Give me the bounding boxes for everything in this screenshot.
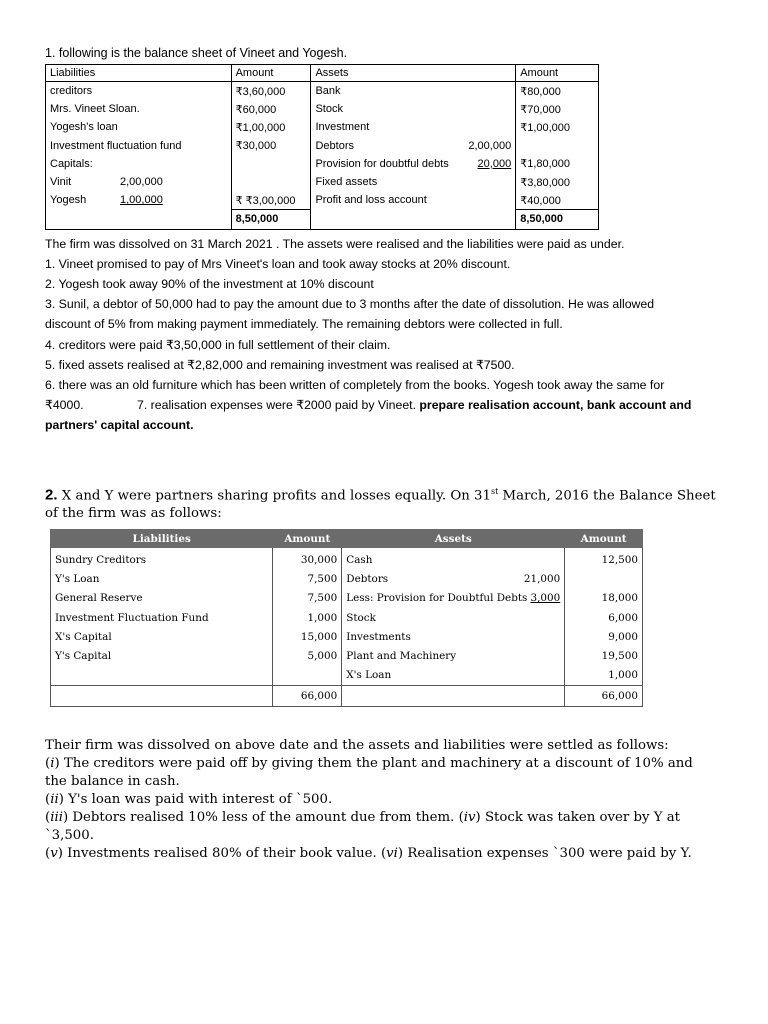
q1-head-amount-a: Amount	[516, 65, 599, 82]
q1-last-bold: prepare realisation account, bank account and	[419, 398, 692, 413]
table-row	[51, 646, 643, 665]
table-row	[51, 548, 643, 570]
table-row	[51, 627, 643, 646]
q2-balance-sheet	[50, 529, 643, 706]
table-row	[46, 100, 599, 118]
q2-intro-a: X and Y were partners sharing profits and losses equally. On 31	[61, 488, 491, 504]
q1-asset-amount	[516, 137, 599, 155]
q2-step: (v) Investments realised 80% of their book value. (vi) Realisation expenses `300 were paid by Y.	[45, 845, 692, 861]
q2-asset-amount: 19,500	[565, 646, 643, 665]
q1-asset-amount: ₹1,00,000	[516, 118, 599, 136]
q1-liability-amount	[231, 173, 311, 191]
table-row	[46, 155, 599, 173]
q1-step: 5. fixed assets realised at ₹2,82,000 and remaining investment was realised at ₹7500.	[45, 357, 515, 372]
q2-liability	[51, 666, 273, 686]
q2-text: ) Investments realised 80% of their book value. (	[57, 845, 387, 861]
q1-steps	[45, 234, 705, 436]
table-row	[46, 82, 599, 101]
q1-total-row	[46, 210, 599, 229]
q1-step: The firm was dissolved on 31 March 2021 . The assets were realised and the liabilities were paid as under.	[45, 236, 625, 251]
q1-asset	[311, 155, 516, 173]
q2-header-row	[51, 530, 643, 548]
q2-asset-sub: 21,000	[523, 573, 561, 586]
q2-intro-sup: st	[490, 487, 499, 496]
q2-roman: i	[50, 755, 55, 771]
q1-liability: Yogesh's loan	[46, 118, 232, 136]
q1-liability: Investment fluctuation fund	[46, 137, 232, 155]
q1-asset-label: Debtors	[315, 139, 354, 152]
q1-liability	[46, 191, 232, 210]
q2-step: Their firm was dissolved on above date and the assets and liabilities were settled as follows:	[45, 737, 669, 753]
q1-partner-capital: 1,00,000	[120, 194, 163, 207]
q1-step-last	[45, 395, 705, 415]
q2-asset-label: Debtors	[346, 573, 389, 586]
q1-liability: creditors	[46, 82, 232, 101]
table-row	[51, 608, 643, 627]
question-1	[45, 46, 705, 436]
q1-liability: Capitals:	[46, 155, 232, 173]
q1-asset-sub: 2,00,000	[468, 139, 512, 152]
q2-asset-label: Less: Provision for Doubtful Debts	[346, 592, 528, 605]
q1-step: discount of 5% from making payment immediately. The remaining debtors were collected in full.	[45, 317, 563, 332]
q2-head-assets: Assets	[342, 530, 565, 548]
q1-total-blank-asset	[311, 210, 516, 229]
table-row	[51, 666, 643, 686]
q2-asset-amount: 6,000	[565, 608, 643, 627]
q2-asset: X's Loan	[342, 666, 565, 686]
q2-liability: Y's Capital	[51, 646, 273, 665]
q2-steps	[45, 737, 725, 863]
q1-liability	[46, 173, 232, 191]
q2-liability-amount: 15,000	[273, 627, 342, 646]
q1-liability-amount: ₹60,000	[231, 100, 311, 118]
q2-asset: Investments	[342, 627, 565, 646]
q1-asset: Investment	[311, 118, 516, 136]
q1-last-a: ₹4000.	[45, 398, 84, 413]
q2-text: ) Stock was taken over by Y at `3,500.	[45, 809, 680, 843]
table-row	[46, 137, 599, 155]
q2-intro-c: of the firm was as follows:	[45, 506, 222, 522]
table-row	[46, 191, 599, 210]
table-row	[51, 570, 643, 589]
q2-roman: vi	[386, 845, 398, 861]
q2-asset	[342, 570, 565, 589]
question-2	[45, 483, 725, 863]
q1-liability: Mrs. Vineet Sloan.	[46, 100, 232, 118]
q1-asset-sub: 20,000	[477, 157, 512, 170]
q1-last-b: 7. realisation expenses were ₹2000 paid by Vineet.	[137, 398, 416, 413]
q2-liability-amount	[273, 666, 342, 686]
q1-liability-amount: ₹ ₹3,00,000	[231, 191, 311, 210]
q1-head-assets: Assets	[311, 65, 516, 82]
table-row	[46, 173, 599, 191]
q2-liability-amount: 1,000	[273, 608, 342, 627]
q1-header-row	[46, 65, 599, 82]
q2-text: ) The creditors were paid off by giving them the plant and machinery at a discount of 10% and	[54, 755, 693, 771]
q1-asset: Fixed assets	[311, 173, 516, 191]
q2-asset-amount: 18,000	[565, 589, 643, 608]
q2-asset-amount	[565, 570, 643, 589]
q1-liability-amount	[231, 155, 311, 173]
q1-asset-amount: ₹1,80,000	[516, 155, 599, 173]
q1-intro: 1. following is the balance sheet of Vineet and Yogesh.	[45, 46, 348, 60]
q2-total-blank-asset	[342, 685, 565, 706]
q1-total-blank	[46, 210, 232, 229]
q2-text: ) Realisation expenses `300 were paid by Y.	[397, 845, 692, 861]
q2-roman: v	[50, 845, 58, 861]
q2-liability: X's Capital	[51, 627, 273, 646]
q1-step: 3. Sunil, a debtor of 50,000 had to pay the amount due to 3 months after the date of dissolution. He was allowed	[45, 297, 655, 312]
q1-asset-amount: ₹70,000	[516, 100, 599, 118]
q1-asset-amount: ₹80,000	[516, 82, 599, 101]
q2-step	[45, 755, 725, 773]
q1-step: 1. Vineet promised to pay of Mrs Vineet's loan and took away stocks at 20% discount.	[45, 256, 511, 271]
q1-step: 4. creditors were paid ₹3,50,000 in full settlement of their claim.	[45, 337, 391, 352]
q2-text: ) Y's loan was paid with interest of `500.	[58, 791, 333, 807]
q2-liability: Investment Fluctuation Fund	[51, 608, 273, 627]
q2-liability: Y's Loan	[51, 570, 273, 589]
q2-liability-amount: 5,000	[273, 646, 342, 665]
q1-asset-amount: ₹3,80,000	[516, 173, 599, 191]
q2-asset-amount: 9,000	[565, 627, 643, 646]
q2-step: (iii) Debtors realised 10% less of the amount due from them. (iv) Stock was taken over by Y at `3,500.	[45, 809, 680, 843]
q2-text: ) Debtors realised 10% less of the amount due from them. (	[62, 809, 464, 825]
q2-intro	[45, 483, 725, 523]
q2-asset: Cash	[342, 548, 565, 570]
q1-balance-sheet	[45, 64, 599, 230]
q1-asset	[311, 137, 516, 155]
q2-roman: iii	[50, 809, 63, 825]
q1-asset-amount: ₹40,000	[516, 191, 599, 210]
q1-step: 6. there was an old furniture which has been written of completely from the books. Yogesh took away the same for	[45, 377, 665, 392]
q2-asset: Plant and Machinery	[342, 646, 565, 665]
table-row	[51, 589, 643, 608]
q2-total-blank	[51, 685, 273, 706]
q2-liability-amount: 30,000	[273, 548, 342, 570]
q2-step: (ii) Y's loan was paid with interest of `500.	[45, 791, 333, 807]
q2-roman: iv	[463, 809, 476, 825]
q1-step: 2. Yogesh took away 90% of the investment at 10% discount	[45, 276, 374, 291]
q2-head-liabilities: Liabilities	[51, 530, 273, 548]
q2-number: 2.	[45, 486, 58, 504]
q1-partner-name: Vinit	[50, 176, 72, 189]
q2-intro-b: March, 2016 the Balance Sheet	[502, 488, 716, 504]
q2-asset: Stock	[342, 608, 565, 627]
q1-asset: Stock	[311, 100, 516, 118]
q2-roman: ii	[50, 791, 59, 807]
q2-total-assets: 66,000	[565, 685, 643, 706]
q2-asset-amount: 12,500	[565, 548, 643, 570]
table-row	[46, 118, 599, 136]
q1-total-assets: 8,50,000	[516, 210, 599, 229]
q1-total-liabilities: 8,50,000	[231, 210, 311, 229]
q1-partner-name: Yogesh	[50, 194, 87, 207]
q2-head-amount-a: Amount	[565, 530, 643, 548]
q2-step: the balance in cash.	[45, 773, 180, 789]
q1-liability-amount: ₹3,60,000	[231, 82, 311, 101]
q2-liability: General Reserve	[51, 589, 273, 608]
q2-liability-amount: 7,500	[273, 589, 342, 608]
q2-liability: Sundry Creditors	[51, 548, 273, 570]
q2-total-row	[51, 685, 643, 706]
q2-liability-amount: 7,500	[273, 570, 342, 589]
q2-asset-sub: 3,000	[530, 592, 561, 605]
q2-paren: (	[45, 755, 51, 771]
q1-final: partners' capital account.	[45, 418, 194, 433]
q1-asset-label: Provision for doubtful debts	[315, 157, 449, 170]
q1-liability-amount: ₹1,00,000	[231, 118, 311, 136]
q1-partner-capital: 2,00,000	[120, 176, 163, 189]
q1-liability-amount: ₹30,000	[231, 137, 311, 155]
q1-asset: Bank	[311, 82, 516, 101]
q2-head-amount-l: Amount	[273, 530, 342, 548]
q1-asset: Profit and loss account	[311, 191, 516, 210]
q2-total-liabilities: 66,000	[273, 685, 342, 706]
q2-asset-amount: 1,000	[565, 666, 643, 686]
q2-asset	[342, 589, 565, 608]
q1-head-amount-l: Amount	[231, 65, 311, 82]
q1-head-liabilities: Liabilities	[46, 65, 232, 82]
